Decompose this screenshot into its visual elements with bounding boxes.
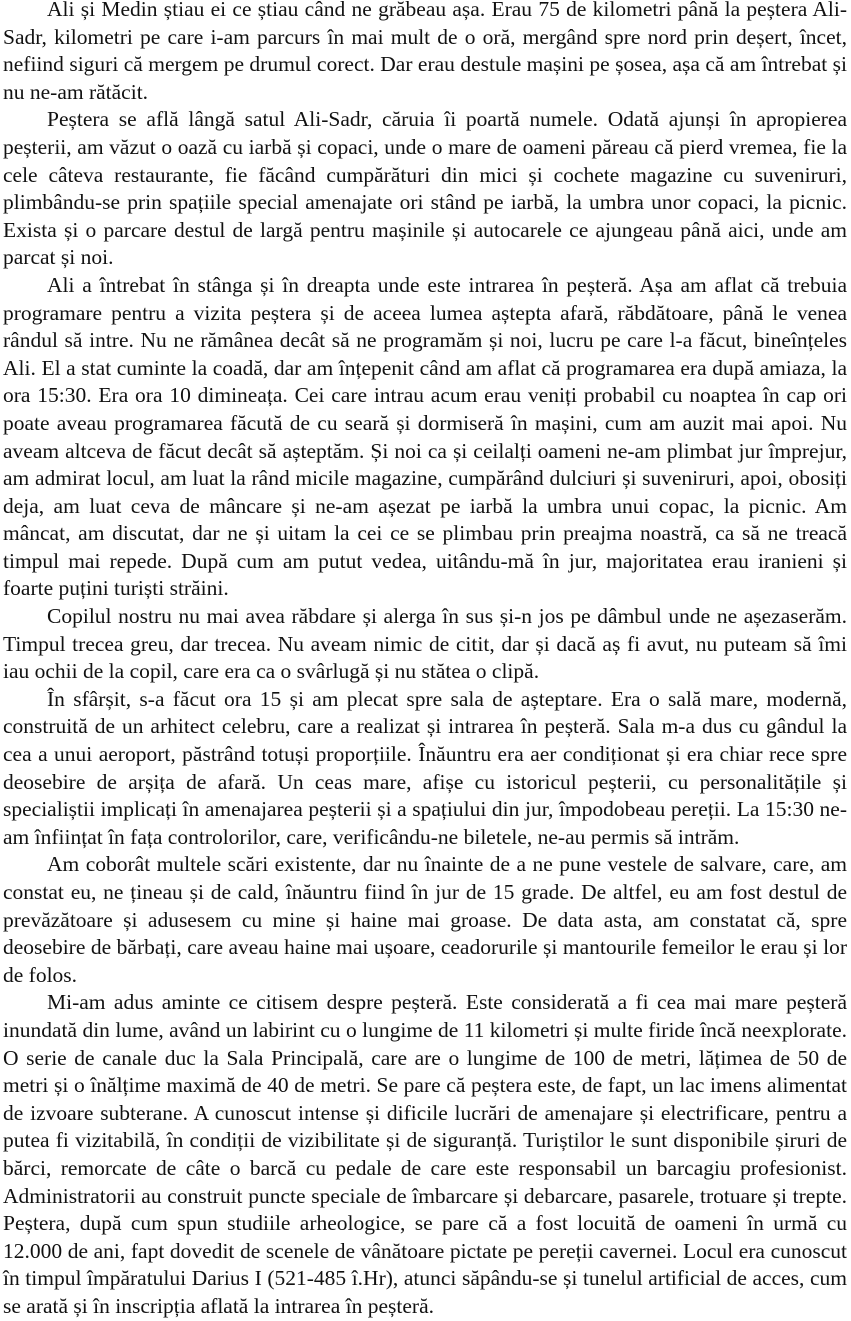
document-page xyxy=(3,0,847,1321)
paragraph-6: Am coborât multele scări existente, dar nu înainte de a ne pune vestele de salvare, care, am constat eu, ne țineau și de cald, înăuntru fiind în jur de 15 grade. De altfel, eu am fost destul de prevăzătoare și adusesem cu mine și haine mai groase. De data asta, am constatat că, spre deosebire de bărbați, care aveau haine mai ușoare, ceadorurile și mantourile femeilor le erau și lor de folos. xyxy=(3,852,847,987)
paragraph-3: Ali a întrebat în stânga și în dreapta unde este intrarea în peșteră. Așa am aflat că trebuia programare pentru a vizita peștera și de aceea lumea aștepta afară, răbdătoare, până le venea rândul să intre. Nu ne rămânea decât să ne programăm și noi, lucru pe care l-a făcut, bineînțeles Ali. El a stat cuminte la coadă, dar am înțepenit când am aflat că programarea era după amiaza, la ora 15:30. Era ora 10 dimineața. Cei care intrau acum erau veniți probabil cu noaptea în cap ori poate aveau programarea făcută de cu seară și dormiseră în mașini, cum am auzit mai apoi. Nu aveam altceva de făcut decât să așteptăm. Și noi ca și ceilalți oameni ne-am plimbat jur împrejur, am admirat locul, am luat la rând micile magazine, cumpărând dulciuri și suveniruri, apoi, obosiți deja, am luat ceva de mâncare și ne-am așezat pe iarbă la umbra unui copac, la picnic. Am mâncat, am discutat, dar ne și uitam la cei ce se plimbau prin preajma noastră, ca să ne treacă timpul mai repede. După cum am putut vedea, uitându-mă în jur, majoritatea erau iranieni și foarte puțini turiști străini. xyxy=(3,272,847,601)
paragraph-2: Peștera se află lângă satul Ali-Sadr, căruia îi poartă numele. Odată ajunși în apropierea peșterii, am văzut o oază cu iarbă și copaci, unde o mare de oameni păreau că pierd vremea, fie la cele câteva restaurante, fie făcând cumpărături din mici și cochete magazine cu suveniruri, plimbându-se prin spațiile special amenajate ori stând pe iarbă, la umbra unor copaci, la picnic. Exista și o parcare destul de largă pentru mașinile și autocarele ce ajungeau până aici, unde am parcat și noi. xyxy=(3,107,847,270)
paragraph-7: Mi-am adus aminte ce citisem despre peșteră. Este considerată a fi cea mai mare peșteră inundată din lume, având un labirint cu o lungime de 11 kilometri și multe firide încă neexplorate. O serie de canale duc la Sala Principală, care are o lungime de 100 de metri, lățimea de 50 de metri și o înălțime maximă de 40 de metri. Se pare că peștera este, de fapt, un lac imens alimentat de izvoare subterane. A cunoscut intense și dificile lucrări de amenajare și electrificare, pentru a putea fi vizitabilă, în condiții de vizibilitate și de siguranță. Turiștilor le sunt disponibile șiruri de bărci, remorcate de câte o barcă cu pedale de care este responsabil un barcagiu profesionist. Administratorii au construit puncte speciale de îmbarcare și debarcare, pasarele, trotuare și trepte. Peștera, după cum spun studiile arheologice, se pare că a fost locuită de oameni în urmă cu 12.000 de ani, fapt dovedit de scenele de vânătoare pictate pe pereții cavernei. Locul era cunoscut în timpul împăratului Darius I (521-485 î.Hr), atunci săpându-se și tunelul artificial de acces, cum se arată și în inscripția aflată la intrarea în peșteră. xyxy=(3,990,847,1318)
paragraph-1: Ali și Medin știau ei ce știau când ne grăbeau așa. Erau 75 de kilometri până la peștera Ali-Sadr, kilometri pe care i-am parcurs în mai mult de o oră, mergând spre nord prin deșert, încet, nefiind siguri că mergem pe drumul corect. Dar erau destule mașini pe șosea, așa că am întrebat și nu ne-am rătăcit. xyxy=(3,0,847,104)
paragraph-5: În sfârșit, s-a făcut ora 15 și am plecat spre sala de așteptare. Era o sală mare, modernă, construită de un arhitect celebru, care a realizat și intrarea în peșteră. Sala m-a dus cu gândul la cea a unui aeroport, păstrând totuși proporțiile. Înăuntru era aer condiționat și era chiar rece spre deosebire de arșița de afară. Un ceas mare, afișe cu istoricul peșterii, cu personalitățile și specialiștii implicați în amenajarea peșterii și a spațiului din jur, împodobeau pereții. La 15:30 ne-am înființat în fața controlorilor, care, verificându-ne biletele, ne-au permis să intrăm. xyxy=(3,686,847,849)
paragraph-4: Copilul nostru nu mai avea răbdare și alerga în sus și-n jos pe dâmbul unde ne așezaserăm. Timpul trecea greu, dar trecea. Nu aveam nimic de citit, dar și dacă aș fi avut, nu puteam să îmi iau ochii de la copil, care era ca o svârlugă și nu stătea o clipă. xyxy=(3,604,847,684)
